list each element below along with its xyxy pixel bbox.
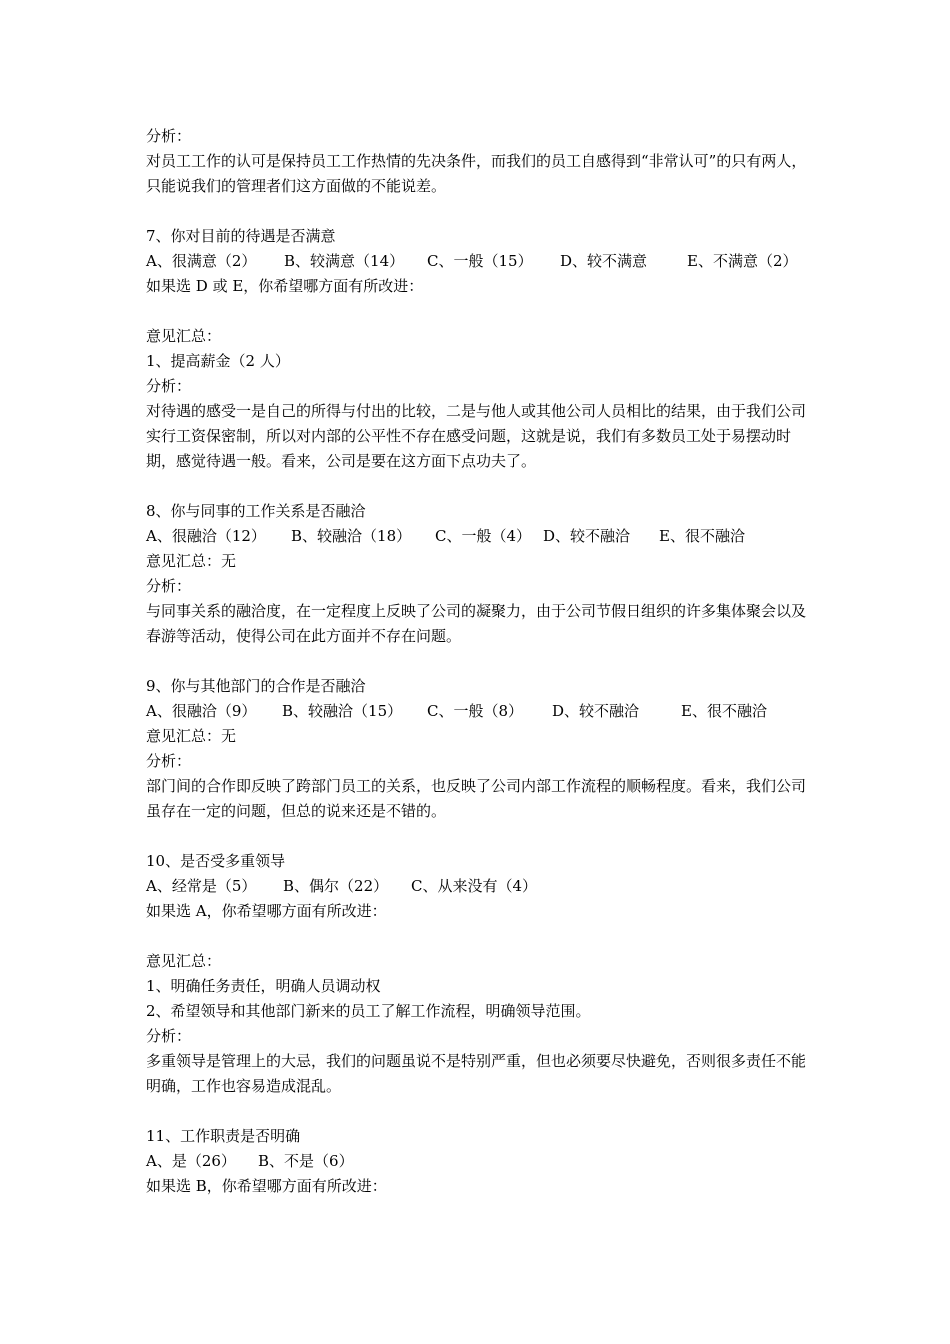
option-e: E、不满意（2） [687, 252, 798, 270]
question-10-followup: 如果选 A，你希望哪方面有所改进： [146, 902, 387, 920]
question-8-options [146, 524, 816, 549]
document-content [146, 124, 816, 1199]
opinion-label: 意见汇总： [146, 952, 222, 970]
question-7: 7、你对目前的待遇是否满意 [146, 227, 336, 245]
question-9-options [146, 699, 816, 724]
analysis-label: 分析： [146, 127, 192, 145]
question-10-options [146, 874, 816, 899]
spacer [146, 474, 816, 499]
option-a: A、经常是（5） [146, 877, 257, 895]
opinion-line: 意见汇总：无 [146, 552, 237, 570]
question-10: 10、是否受多重领导 [146, 852, 286, 870]
option-c: C、一般（8） [427, 702, 524, 720]
option-a: A、是（26） [146, 1152, 236, 1170]
spacer [146, 824, 816, 849]
analysis-label: 分析： [146, 377, 192, 395]
opinion-label: 意见汇总： [146, 327, 222, 345]
option-c: C、一般（4） [435, 527, 532, 545]
analysis-text: 多重领导是管理上的大忌，我们的问题虽说不是特别严重，但也必须要尽快避免，否则很多责任不能明确，工作也容易造成混乱。 [146, 1052, 807, 1095]
option-e: E、很不融洽 [659, 527, 745, 545]
option-e: E、很不融洽 [681, 702, 767, 720]
analysis-text: 对员工工作的认可是保持员工工作热情的先决条件，而我们的员工自感得到“非常认可”的只有两人，只能说我们的管理者们这方面做的不能说差。 [146, 152, 807, 195]
question-7-followup: 如果选 D 或 E，你希望哪方面有所改进： [146, 277, 424, 295]
option-c: C、一般（15） [427, 252, 533, 270]
option-a: A、很满意（2） [146, 252, 257, 270]
option-b: B、不是（6） [258, 1152, 354, 1170]
opinion-line: 意见汇总：无 [146, 727, 237, 745]
analysis-text: 对待遇的感受一是自己的所得与付出的比较，二是与他人或其他公司人员相比的结果，由于我们公司实行工资保密制，所以对内部的公平性不存在感受问题，这就是说，我们有多数员工处于易摆动时期，感觉待遇一般。看来，公司是要在这方面下点功夫了。 [146, 402, 807, 470]
option-a: A、很融洽（9） [146, 702, 257, 720]
opinion-item: 2、希望领导和其他部门新来的员工了解工作流程，明确领导范围。 [146, 1002, 591, 1020]
spacer [146, 649, 816, 674]
question-7-options [146, 249, 816, 274]
spacer [146, 924, 816, 949]
spacer [146, 1099, 816, 1124]
option-b: B、偶尔（22） [283, 877, 389, 895]
opinion-item: 1、提高薪金（2 人） [146, 352, 290, 370]
analysis-label: 分析： [146, 1027, 192, 1045]
option-b: B、较融洽（15） [282, 702, 403, 720]
spacer [146, 299, 816, 324]
option-c: C、从来没有（4） [411, 877, 538, 895]
option-d: D、较不融洽 [552, 702, 640, 720]
question-11-followup: 如果选 B，你希望哪方面有所改进： [146, 1177, 387, 1195]
option-a: A、很融洽（12） [146, 527, 266, 545]
analysis-text: 与同事关系的融洽度，在一定程度上反映了公司的凝聚力，由于公司节假日组织的许多集体聚会以及春游等活动，使得公司在此方面并不存在问题。 [146, 602, 807, 645]
question-8: 8、你与同事的工作关系是否融洽 [146, 502, 366, 520]
opinion-item: 1、明确任务责任，明确人员调动权 [146, 977, 381, 995]
option-d: D、较不融洽 [543, 527, 631, 545]
analysis-label: 分析： [146, 752, 192, 770]
question-11-options [146, 1149, 816, 1174]
option-b: B、较融洽（18） [291, 527, 412, 545]
analysis-label: 分析： [146, 577, 192, 595]
analysis-text: 部门间的合作即反映了跨部门员工的关系，也反映了公司内部工作流程的顺畅程度。看来，我们公司虽存在一定的问题，但总的说来还是不错的。 [146, 777, 807, 820]
question-11: 11、工作职责是否明确 [146, 1127, 301, 1145]
option-d: D、较不满意 [560, 252, 648, 270]
question-9: 9、你与其他部门的合作是否融洽 [146, 677, 366, 695]
option-b: B、较满意（14） [284, 252, 405, 270]
spacer [146, 199, 816, 224]
